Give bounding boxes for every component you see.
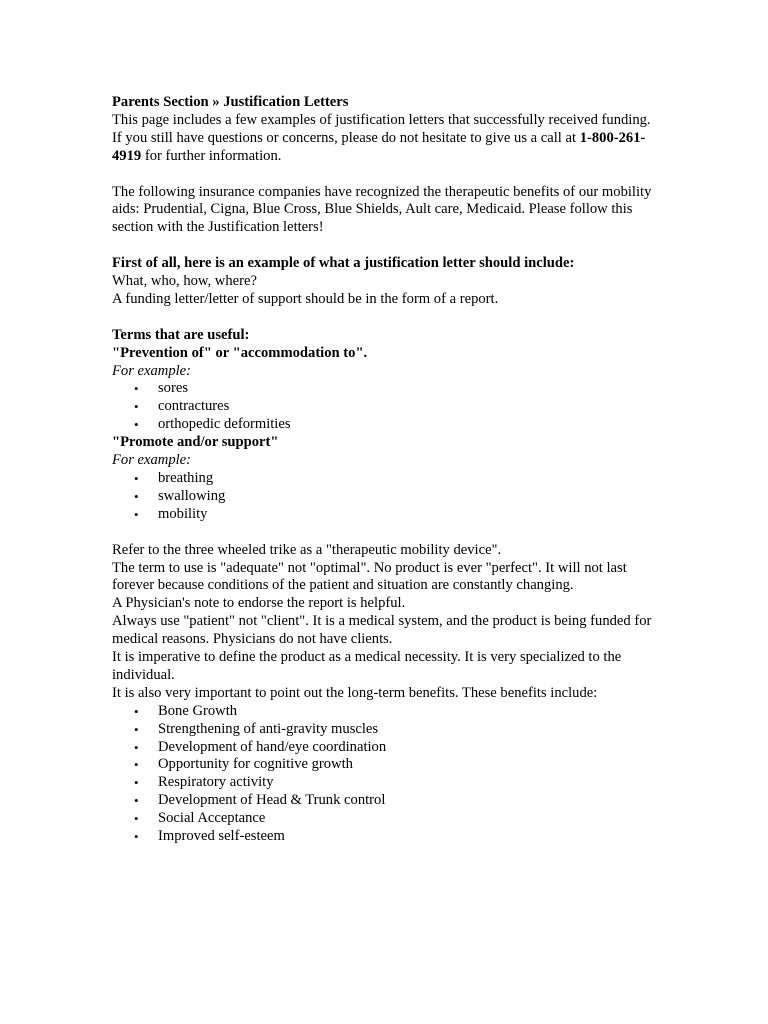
list-item: • Development of Head & Trunk control	[112, 792, 652, 810]
example-section-title: First of all, here is an example of what a justification letter should include:	[112, 255, 575, 272]
term-prevention: "Prevention of" or "accommodation to".	[112, 344, 368, 361]
spacer	[112, 237, 652, 255]
example-line-2: A funding letter/letter of support should be in the form of a report.	[112, 290, 499, 307]
promote-list	[112, 470, 652, 524]
list-item: • Social Acceptance	[112, 810, 652, 828]
page-heading: Parents Section » Justification Letters	[112, 94, 349, 110]
list-item: • mobility	[112, 506, 652, 524]
for-example-label-1: For example:	[112, 362, 192, 379]
note-physician: A Physician's note to endorse the report is helpful.	[112, 595, 406, 612]
benefits-list	[112, 703, 652, 846]
example-line-1: What, who, how, where?	[112, 273, 257, 290]
intro-text-2: for further information.	[141, 147, 282, 164]
list-item: • Opportunity for cognitive growth	[112, 756, 652, 774]
note-adequate: The term to use is "adequate" not "optimal". No product is ever "perfect". It will not last forever because conditions of the patient and situation are constantly changing.	[112, 559, 627, 594]
spacer	[112, 524, 652, 542]
list-item: • Bone Growth	[112, 703, 652, 721]
intro-text-1: This page includes a few examples of justification letters that successfully received funding. If you still have questions or concerns, please do not hesitate to give us a call at	[112, 111, 651, 146]
list-item: • Respiratory activity	[112, 774, 652, 792]
list-item: • Development of hand/eye coordination	[112, 739, 652, 757]
note-necessity: It is imperative to define the product as a medical necessity. It is very specialized to the individual.	[112, 649, 622, 683]
list-item: • Improved self-esteem	[112, 828, 652, 846]
terms-title: Terms that are useful:	[112, 326, 250, 343]
term-promote: "Promote and/or support"	[112, 434, 279, 451]
list-item: • contractures	[112, 398, 652, 416]
prevention-list	[112, 380, 652, 434]
note-benefits-intro: It is also very important to point out the long-term benefits. These benefits include:	[112, 684, 598, 701]
spacer	[112, 309, 652, 327]
list-item: • orthopedic deformities	[112, 416, 652, 434]
document-body	[112, 94, 652, 846]
list-item: • sores	[112, 380, 652, 398]
intro-paragraph	[112, 112, 652, 166]
spacer	[112, 166, 652, 184]
note-trike: Refer to the three wheeled trike as a "therapeutic mobility device".	[112, 541, 502, 558]
list-item: • breathing	[112, 470, 652, 488]
phone-number: 1-800-261-4919	[112, 129, 646, 164]
insurance-paragraph: The following insurance companies have recognized the therapeutic benefits of our mobility aids: Prudential, Cigna, Blue Cross, Blue Shields, Ault care, Medicaid. Please follow this section with the Justification letters!	[112, 183, 652, 236]
note-patient: Always use "patient" not "client". It is a medical system, and the product is being funded for medical reasons. Physicians do not have clients.	[112, 613, 652, 648]
list-item: • swallowing	[112, 488, 652, 506]
for-example-label-2: For example:	[112, 452, 192, 469]
list-item: • Strengthening of anti-gravity muscles	[112, 721, 652, 739]
